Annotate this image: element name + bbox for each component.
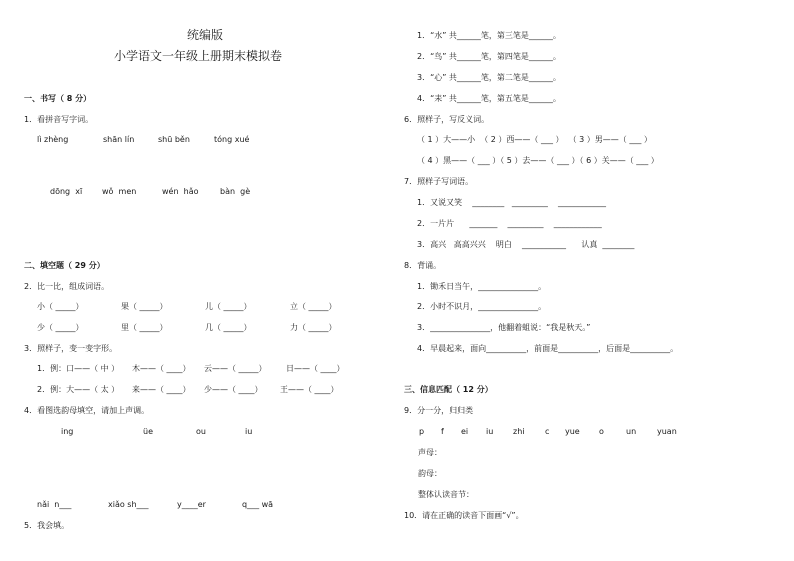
section1-heading: 一、书写（ 8 分） (24, 94, 92, 103)
q4-blank: nǎi n___ (37, 500, 72, 509)
q8-item: 4．早晨起来，面向__________，前面是__________，后面是__________。 (417, 344, 679, 353)
q5-item: 1．“水” 共______笔，第三笔是______。 (417, 31, 561, 40)
q8-item: 3．_______________，他翻着蛆说：“我是秋天。” (417, 323, 591, 332)
q2-item: 少（ _____） (37, 323, 84, 332)
q9-letter: f (441, 427, 444, 436)
q9-letter: ei (461, 427, 469, 436)
q2-item: 立（ _____） (290, 302, 337, 311)
q2-item: 力（ _____） (290, 323, 337, 332)
pinyin-7: wén hǎo (162, 187, 199, 196)
pinyin-6: wǒ men (102, 187, 137, 196)
pinyin-5: dōng xī (50, 187, 83, 196)
q9-letter: o (599, 427, 604, 436)
question-2: 2．比一比，组成词语。 (24, 282, 110, 291)
question-3: 3．照样子，变一变字形。 (24, 344, 118, 353)
q5-item: 2．“鸟” 共______笔，第四笔是______。 (417, 52, 561, 61)
q4-option: ing (61, 427, 74, 436)
q4-blank: y____er (177, 500, 206, 509)
q3-example-2: 2．例：大——（ 太 ） (37, 385, 120, 394)
q3-item: 少——（ ____） (204, 385, 263, 394)
pinyin-4: tóng xué (214, 135, 250, 144)
q9-letter: iu (486, 427, 494, 436)
q4-option: ou (196, 427, 206, 436)
q4-blank: q___ wā (242, 500, 274, 509)
q3-item: 木——（ ____） (132, 364, 191, 373)
question-6: 6．照样子，写反义词。 (404, 115, 490, 124)
q7-item: 2．一片片 _______ _________ ____________ (417, 219, 602, 228)
q9-letter: zhi (513, 427, 525, 436)
q8-item: 1．锄禾日当午，_______________。 (417, 282, 547, 291)
q4-blank: xiǎo sh___ (108, 500, 149, 509)
q5-item: 3．“心” 共______笔，第二笔是______。 (417, 73, 561, 82)
pinyin-3: shū běn (158, 135, 190, 144)
q9-label-initials: 声母： (418, 448, 442, 457)
pinyin-2: shān lín (103, 135, 135, 144)
question-10: 10．请在正确的读音下面画“√”。 (404, 511, 524, 520)
question-4: 4．看图选韵母填空，请加上声调。 (24, 406, 150, 415)
q3-item: 王——（ ____） (280, 385, 339, 394)
q9-letter: c (545, 427, 550, 436)
q7-item: 1．又说又笑 ________ _________ ____________ (417, 198, 607, 207)
pinyin-1: lì zhèng (37, 135, 69, 144)
question-7: 7．照样子写词语。 (404, 177, 474, 186)
q3-item: 云——（ _____） (204, 364, 267, 373)
q6-row: （ 4 ）黑——（ ___ ）（ 5 ）去——（ ___ ）（ 6 ）关——（ ___ ） (417, 156, 659, 165)
section3-heading: 三、信息匹配（ 12 分） (404, 385, 493, 394)
q8-item: 2．小时不识月，_______________。 (417, 302, 547, 311)
q2-item: 儿（ _____） (205, 302, 252, 311)
question-8: 8．背诵。 (404, 261, 442, 270)
q5-item: 4．“耒” 共______笔，第五笔是______。 (417, 94, 561, 103)
pinyin-8: bàn gè (220, 187, 251, 196)
q2-item: 小（ _____） (37, 302, 84, 311)
q6-row: （ 1 ）大——小 （ 2 ）西——（ ___ ） （ 3 ）男——（ ___ ） (417, 135, 652, 144)
q2-item: 果（ _____） (121, 302, 168, 311)
q2-item: 里（ _____） (121, 323, 168, 332)
q9-letter: yue (565, 427, 580, 436)
q9-letter: p (419, 427, 425, 436)
document-title: 统编版 (187, 28, 224, 42)
q9-letter: yuan (657, 427, 677, 436)
q9-letter: un (626, 427, 637, 436)
q7-item: 3．高兴 高高兴兴 明白 ___________ 认真 ________ (417, 240, 635, 249)
q4-option: iu (245, 427, 253, 436)
q2-item: 几（ _____） (205, 323, 252, 332)
document-subtitle: 小学语文一年级上册期末模拟卷 (114, 49, 283, 63)
question-5: 5．我会填。 (24, 521, 70, 530)
q9-label-whole-syllables: 整体认读音节： (418, 490, 474, 499)
q4-option: üe (143, 427, 153, 436)
q3-item: 日——（ ____） (286, 364, 345, 373)
question-9: 9．分一分，归归类 (404, 406, 474, 415)
q3-example-1: 1．例：口——（ 中 ） (37, 364, 120, 373)
q3-item: 来——（ ____） (132, 385, 191, 394)
question-1: 1．看拼音写字词。 (24, 115, 94, 124)
q9-label-finals: 韵母： (418, 469, 442, 478)
section2-heading: 二、填空题（ 29 分） (24, 261, 105, 270)
